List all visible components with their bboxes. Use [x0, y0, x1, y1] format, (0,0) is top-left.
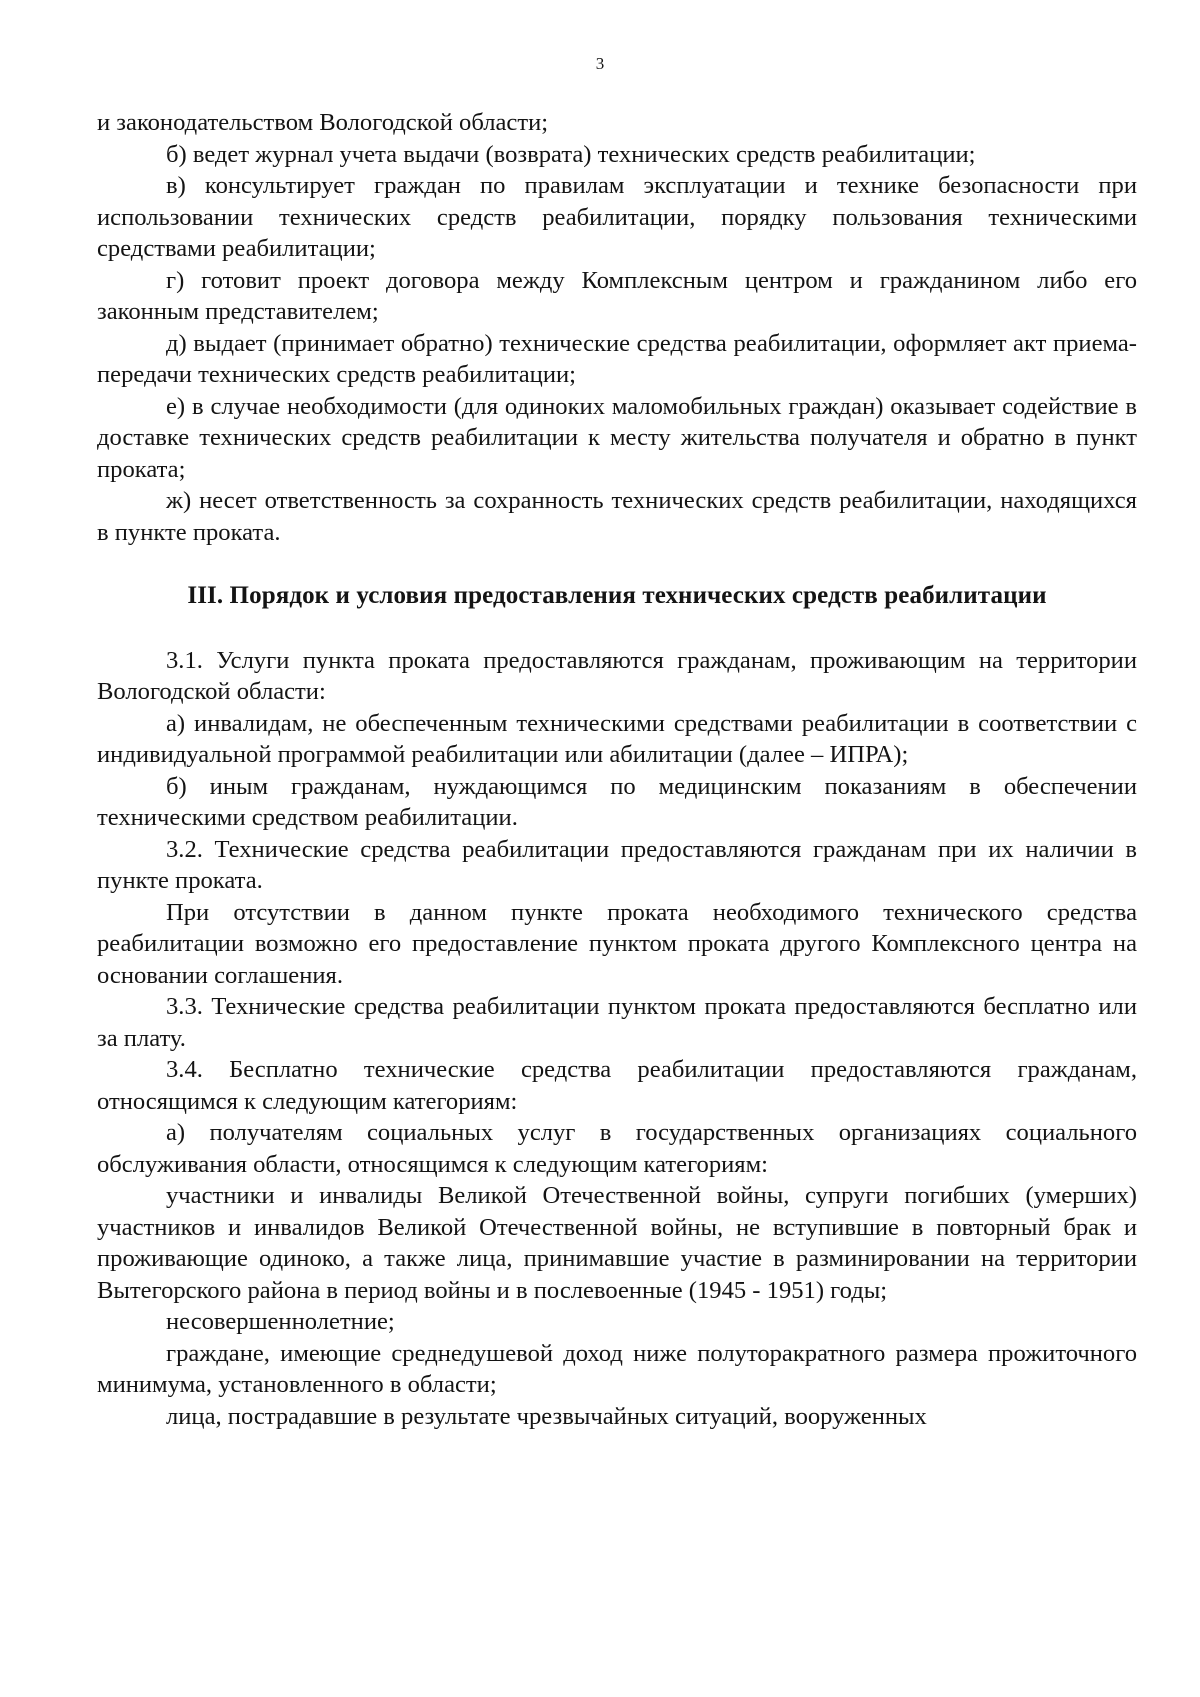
list-item-v: в) консультирует граждан по правилам эксплуатации и технике безопасности при использовании технических средств реабилитации, порядку пользования техническими средствами реабилитации;: [97, 172, 1137, 262]
clause-3-1-b: б) иным гражданам, нуждающимся по медицинским показаниям в обеспечении техническими средством реабилитации.: [97, 772, 1137, 831]
category-veterans: участники и инвалиды Великой Отечественной войны, супруги погибших (умерших) участников и инвалидов Великой Отечественной войны, не вступившие в повторный брак и проживающие одиноко, а также лица, принимавшие участие в разминировании на территории Вытегорского района в период войны и в послевоенные (1945 - 1951) годы;: [97, 1182, 1137, 1304]
section-heading: III. Порядок и условия предоставления технических средств реабилитации: [187, 582, 1047, 609]
category-low-income: граждане, имеющие среднедушевой доход ниже полуторакратного размера прожиточного минимума, установленного в области;: [97, 1339, 1137, 1398]
list-item-e: е) в случае необходимости (для одиноких маломобильных граждан) оказывает содействие в доставке технических средств реабилитации к месту жительства получателя и обратно в пункт проката;: [97, 392, 1137, 483]
list-item-zh: ж) несет ответственность за сохранность технических средств реабилитации, находящихся в пункте проката.: [97, 487, 1137, 546]
clause-3-4: 3.4. Бесплатно технические средства реабилитации предоставляются гражданам, относящимся к следующим категориям:: [97, 1056, 1137, 1115]
paragraph-continuation: и законодательством Вологодской области;: [97, 109, 549, 136]
list-item-d: д) выдает (принимает обратно) технические средства реабилитации, оформляет акт приема-передачи технических средств реабилитации;: [97, 329, 1137, 388]
clause-3-1-a: а) инвалидам, не обеспеченным техническими средствами реабилитации в соответствии с индивидуальной программой реабилитации или абилитации (далее – ИПРА);: [97, 709, 1137, 768]
list-item-b: б) ведет журнал учета выдачи (возврата) технических средств реабилитации;: [166, 140, 976, 168]
page-number: 3: [595, 54, 605, 73]
category-minors: несовершеннолетние;: [166, 1308, 395, 1335]
clause-3-2-note: При отсутствии в данном пункте проката необходимого технического средства реабилитации возможно его предоставление пунктом проката другого Комплексного центра на основании соглашения.: [97, 898, 1137, 989]
clause-3-3: 3.3. Технические средства реабилитации пунктом проката предоставляются бесплатно или за плату.: [97, 993, 1137, 1052]
clause-3-2: 3.2. Технические средства реабилитации предоставляются гражданам при их наличии в пункте проката.: [97, 835, 1137, 894]
clause-3-1: 3.1. Услуги пункта проката предоставляются гражданам, проживающим на территории Вологодской области:: [97, 646, 1137, 705]
clause-3-4-a: а) получателям социальных услуг в государственных организациях социального обслуживания области, относящимся к следующим категориям:: [97, 1119, 1137, 1178]
document-body: [97, 107, 1137, 1432]
category-emergency-victims: лица, пострадавшие в результате чрезвычайных ситуаций, вооруженных: [166, 1402, 927, 1430]
list-item-g: г) готовит проект договора между Комплексным центром и гражданином либо его законным представителем;: [97, 266, 1137, 325]
